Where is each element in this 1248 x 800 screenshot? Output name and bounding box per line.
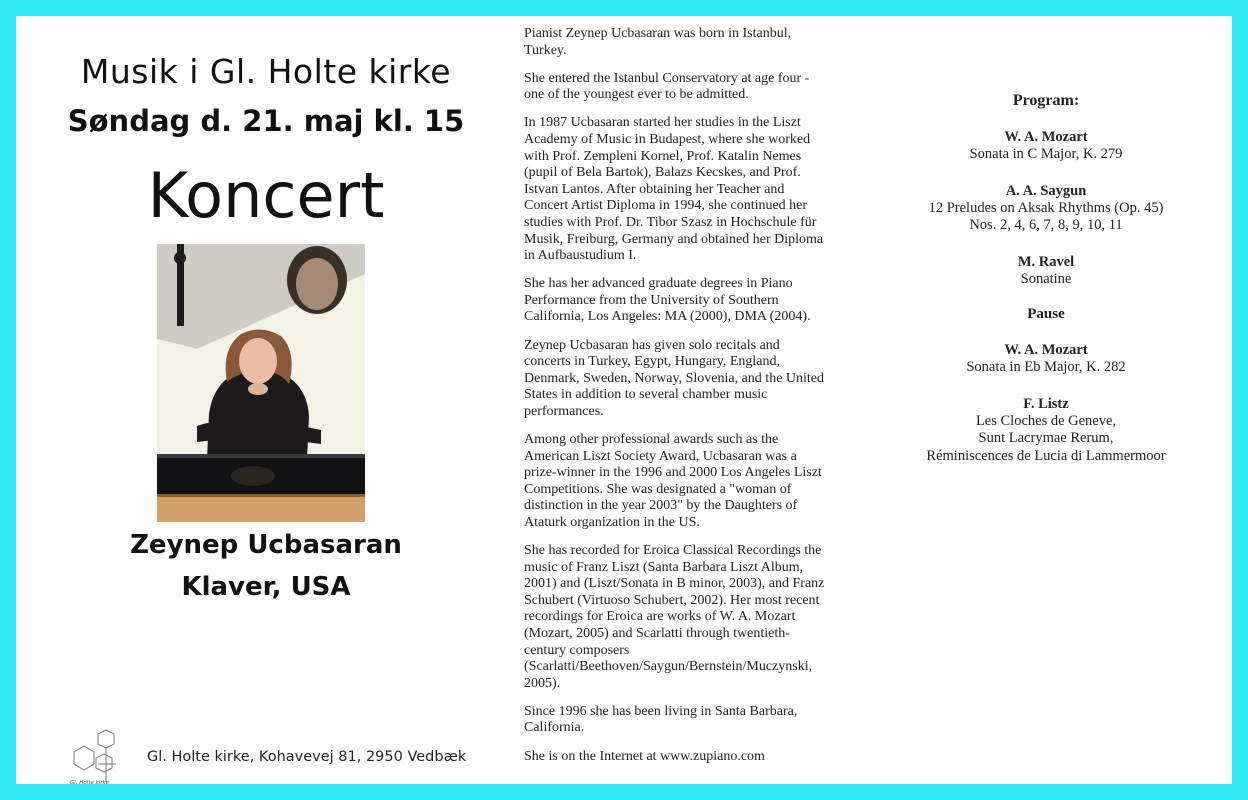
work-title: Sonatine xyxy=(1020,270,1072,287)
program-piece xyxy=(894,395,1198,466)
composer-name: A. A. Saygun xyxy=(1005,182,1087,199)
work-title: Nos. 2, 4, 6, 7, 8, 9, 10, 11 xyxy=(969,217,1123,233)
work-title: Sonata in Eb Major, K. 282 xyxy=(966,359,1126,375)
performer-photo xyxy=(157,244,365,522)
church-logo xyxy=(68,724,132,784)
program-piece xyxy=(894,341,1198,377)
composer-name: M. Ravel xyxy=(1017,253,1075,270)
program-heading: Program: xyxy=(1012,92,1080,109)
bio-paragraph: Since 1996 she has been living in Santa Barbara, California. xyxy=(524,703,798,736)
concert-date: Søndag d. 21. maj kl. 15 xyxy=(67,104,465,138)
poster-column xyxy=(16,16,516,784)
concert-flyer xyxy=(16,16,1232,784)
bio-website-paragraph: She is on the Internet at www.zupiano.com xyxy=(524,748,765,764)
composer-name: W. A. Mozart xyxy=(1004,342,1088,358)
program-piece xyxy=(894,182,1198,235)
biography-column xyxy=(524,26,826,777)
bio-paragraph: Zeynep Ucbasaran has given solo recitals and concerts in Turkey, Egypt, Hungary, England, Denmark, Sweden, Norway, Slovenia, and the United States in addition to several chamber music performances. xyxy=(524,337,825,419)
bio-paragraph: In 1987 Ucbasaran started her studies in the Liszt Academy of Music in Budapest, where she worked with Prof. Zempleni Kornel, Prof. Katalin Nemes (pupil of Bela Bartok), Balazs Kecskes, and Prof. Istvan Lantos. After obtaining her Teacher and Concert Artist Diploma in 1994, she continued her studies with Prof. Dr. Tibor Szasz in Hochschule für Musik, Freiburg, Germany and obtained her Diploma in Aufbaustudium I. xyxy=(524,115,824,264)
work-title: 12 Preludes on Aksak Rhythms (Op. 45) xyxy=(928,199,1164,216)
bio-paragraph: She entered the Istanbul Conservatory at age four - one of the youngest ever to be admitted. xyxy=(524,70,810,103)
bio-paragraph: Among other professional awards such as the American Liszt Society Award, Ucbasaran was a prize-winner in the 1996 and 2000 Los Angeles Liszt Competitions. She was designated a "woman of distinction in the year 2003" by the Daughters of Ataturk organization in the US. xyxy=(524,431,822,530)
performer-photo-illustration xyxy=(157,244,365,522)
bio-paragraph: She has recorded for Eroica Classical Recordings the music of Franz Liszt (Santa Barbara Liszt Album, 2001) and (Liszt/Sonata in B minor, 2003), and Franz Schubert (Virtuoso Schubert, 2002). Her most recent recordings for Eroica are works of W. A. Mozart (Mozart, 2005) and Scarlatti through twentieth-century composers (Scarlatti/Beethoven/Saygun/Bernstein/Muczynski, 2005). xyxy=(524,543,825,691)
program-piece xyxy=(894,253,1198,289)
work-title: Sunt Lacrymae Rerum, xyxy=(978,430,1114,446)
venue-address: Gl. Holte kirke, Kohavevej 81, 2950 Vedbæk xyxy=(147,749,467,765)
program-piece xyxy=(894,128,1198,164)
bio-paragraph: She has her advanced graduate degrees in Piano Performance from the University of Southern California, Los Angeles: MA (2000), DMA (2004). xyxy=(524,276,811,325)
composer-name: W. A. Mozart xyxy=(1004,129,1088,145)
performer-instrument: Klaver, USA xyxy=(181,572,351,602)
program-column xyxy=(894,92,1198,483)
work-title: Sonata in C Major, K. 279 xyxy=(969,146,1123,162)
composer-name: F. Listz xyxy=(1023,395,1069,412)
church-logo-icon xyxy=(68,724,132,784)
concert-headline: Koncert xyxy=(147,159,385,232)
work-title: Réminiscences de Lucia di Lammermoor xyxy=(926,447,1166,464)
work-title: Les Cloches de Geneve, xyxy=(975,412,1117,429)
organizer-title: Musik i Gl. Holte kirke xyxy=(80,52,452,91)
intermission-label: Pause xyxy=(1027,306,1065,322)
bio-paragraph: Pianist Zeynep Ucbasaran was born in Istanbul, Turkey. xyxy=(524,26,792,58)
church-logo-text: Gl. Holte kirke xyxy=(70,780,110,784)
performer-name: Zeynep Ucbasaran xyxy=(130,530,402,560)
